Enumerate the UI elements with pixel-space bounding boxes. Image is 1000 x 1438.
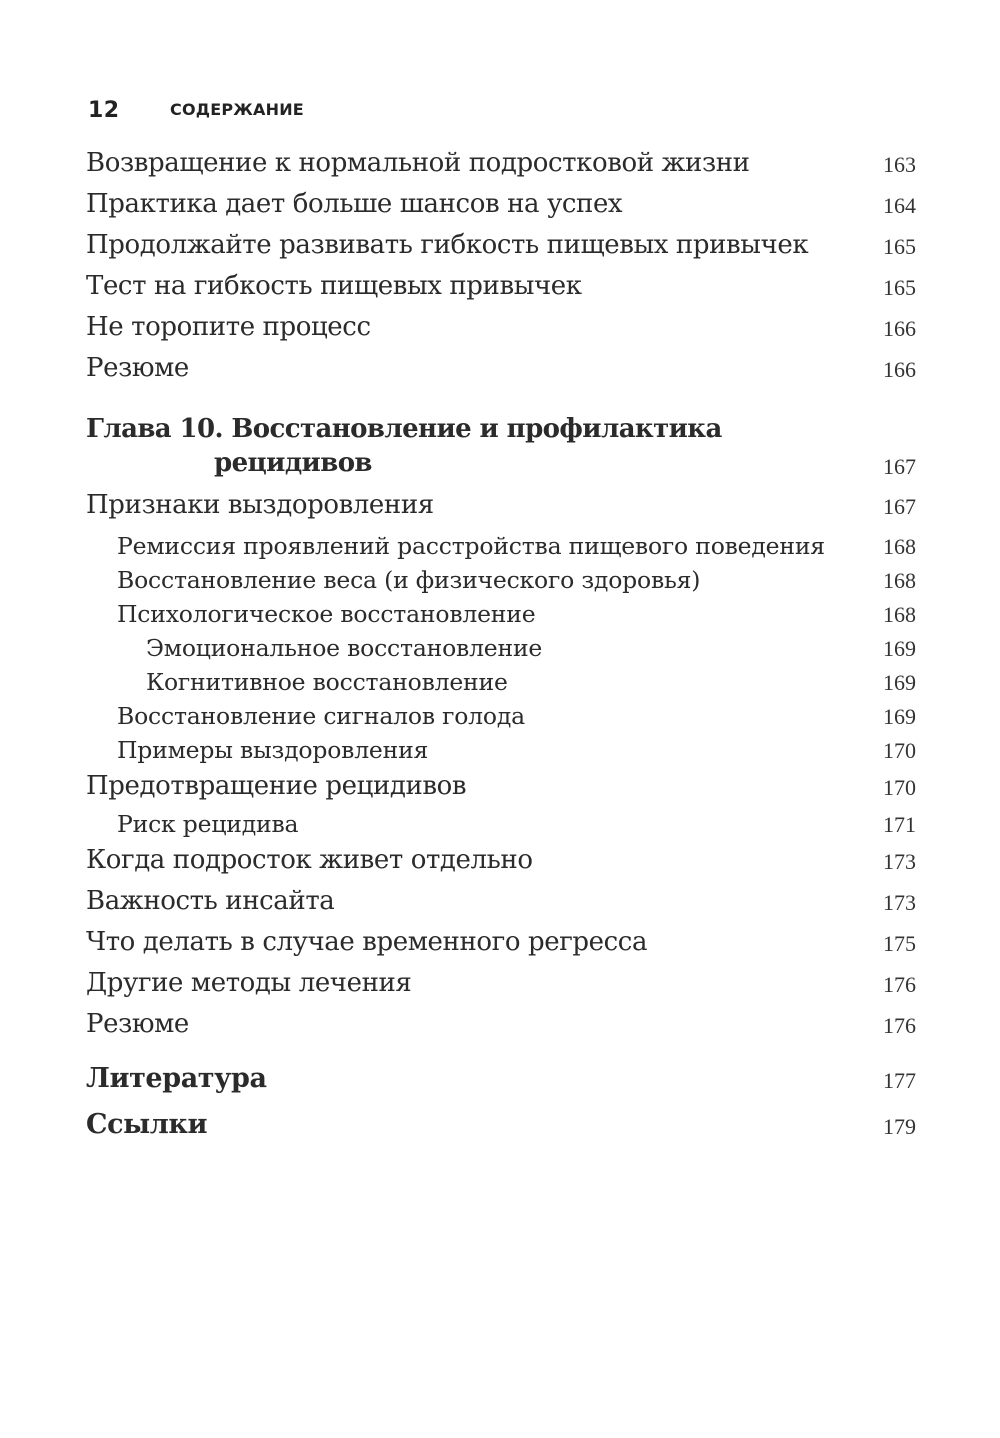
toc-entry xyxy=(86,810,916,838)
toc-entry-page: 169 xyxy=(883,636,916,661)
toc-entry-title: Психологическое восстановление xyxy=(117,600,536,628)
toc-entry xyxy=(86,845,916,875)
toc-entry-page: 169 xyxy=(883,704,916,729)
toc-entry-title: Другие методы лечения xyxy=(86,968,412,998)
toc-entry xyxy=(86,230,916,260)
toc-chapter-entry xyxy=(86,412,916,480)
toc-entry-page: 179 xyxy=(883,1114,916,1139)
toc-entry-page: 176 xyxy=(883,972,916,997)
toc-entry-title: Эмоциональное восстановление xyxy=(146,634,543,662)
toc-entry-title: Когда подросток живет отдельно xyxy=(86,845,533,875)
toc-entry xyxy=(86,312,916,342)
toc-entry xyxy=(86,668,916,696)
toc-entry-title: Не торопите процесс xyxy=(86,312,371,342)
toc-entry xyxy=(86,532,916,560)
toc-entry xyxy=(86,771,916,801)
toc-entry-page: 168 xyxy=(883,602,916,627)
toc-entry-title: Продолжайте развивать гибкость пищевых привычек xyxy=(86,230,809,260)
toc-entry-title: Восстановление веса (и физического здоровья) xyxy=(117,566,701,594)
toc-entry-page: 168 xyxy=(883,568,916,593)
toc-entry-page: 164 xyxy=(883,193,916,218)
toc-entry-title: Важность инсайта xyxy=(86,886,335,916)
toc-entry-title: Ссылки xyxy=(86,1109,208,1140)
toc-entry-title: Примеры выздоровления xyxy=(117,736,429,764)
toc-entry-title: Восстановление сигналов голода xyxy=(117,702,525,730)
toc-entry xyxy=(86,1009,916,1039)
toc-entry-title: Когнитивное восстановление xyxy=(146,668,508,696)
toc-entry xyxy=(86,600,916,628)
toc-entry xyxy=(86,927,916,957)
toc-section-entry xyxy=(86,1108,916,1140)
toc-entry-page: 173 xyxy=(883,890,916,915)
toc-entry-page: 177 xyxy=(883,1068,916,1093)
toc-entry-page: 170 xyxy=(883,738,916,763)
toc-entry xyxy=(86,634,916,662)
toc-entry-page: 168 xyxy=(883,534,916,559)
toc-chapter-title-line1: Глава 10. Восстановление и профилактика xyxy=(86,414,722,444)
toc-entry-title: Возвращение к нормальной подростковой жизни xyxy=(86,148,750,178)
toc-entry-title: Предотвращение рецидивов xyxy=(86,771,467,801)
toc-entry-page: 170 xyxy=(883,775,916,800)
toc-entry xyxy=(86,189,916,219)
toc-chapter-title-line2: рецидивов xyxy=(214,448,372,478)
toc-entry-title: Литература xyxy=(86,1063,267,1094)
toc-entry xyxy=(86,148,916,178)
toc-entry-page: 165 xyxy=(883,234,916,259)
toc-entry-title: Риск рецидива xyxy=(117,810,299,838)
toc-entry xyxy=(86,271,916,301)
toc-entry-page: 175 xyxy=(883,931,916,956)
toc-entry-page: 165 xyxy=(883,275,916,300)
toc-entry-title: Резюме xyxy=(86,1009,189,1039)
toc-entry-page: 167 xyxy=(883,454,916,479)
toc-entry-page: 167 xyxy=(883,494,916,519)
toc-entry-title: Ремиссия проявлений расстройства пищевого поведения xyxy=(117,532,825,560)
toc-entry xyxy=(86,886,916,916)
toc-entry xyxy=(86,968,916,998)
toc-chapter-title xyxy=(86,412,722,480)
toc-entry-title: Что делать в случае временного регресса xyxy=(86,927,648,957)
toc-entry-page: 163 xyxy=(883,152,916,177)
toc-entry-page: 169 xyxy=(883,670,916,695)
toc-entry-page: 166 xyxy=(883,316,916,341)
toc-entry-title: Резюме xyxy=(86,353,189,383)
toc-entry-page: 166 xyxy=(883,357,916,382)
page-number: 12 xyxy=(88,98,120,123)
toc-entry-title: Признаки выздоровления xyxy=(86,490,434,520)
toc-entry-title: Тест на гибкость пищевых привычек xyxy=(86,271,582,301)
toc-entry-page: 171 xyxy=(883,812,916,837)
toc-section-entry xyxy=(86,1062,916,1094)
running-head-title: СОДЕРЖАНИЕ xyxy=(170,100,304,119)
toc-entry xyxy=(86,702,916,730)
toc-entry xyxy=(86,353,916,383)
toc-entry-page: 176 xyxy=(883,1013,916,1038)
toc-entry xyxy=(86,490,916,520)
toc-entry xyxy=(86,736,916,764)
toc-entry-page: 173 xyxy=(883,849,916,874)
toc-entry-title: Практика дает больше шансов на успех xyxy=(86,189,623,219)
toc-entry xyxy=(86,566,916,594)
